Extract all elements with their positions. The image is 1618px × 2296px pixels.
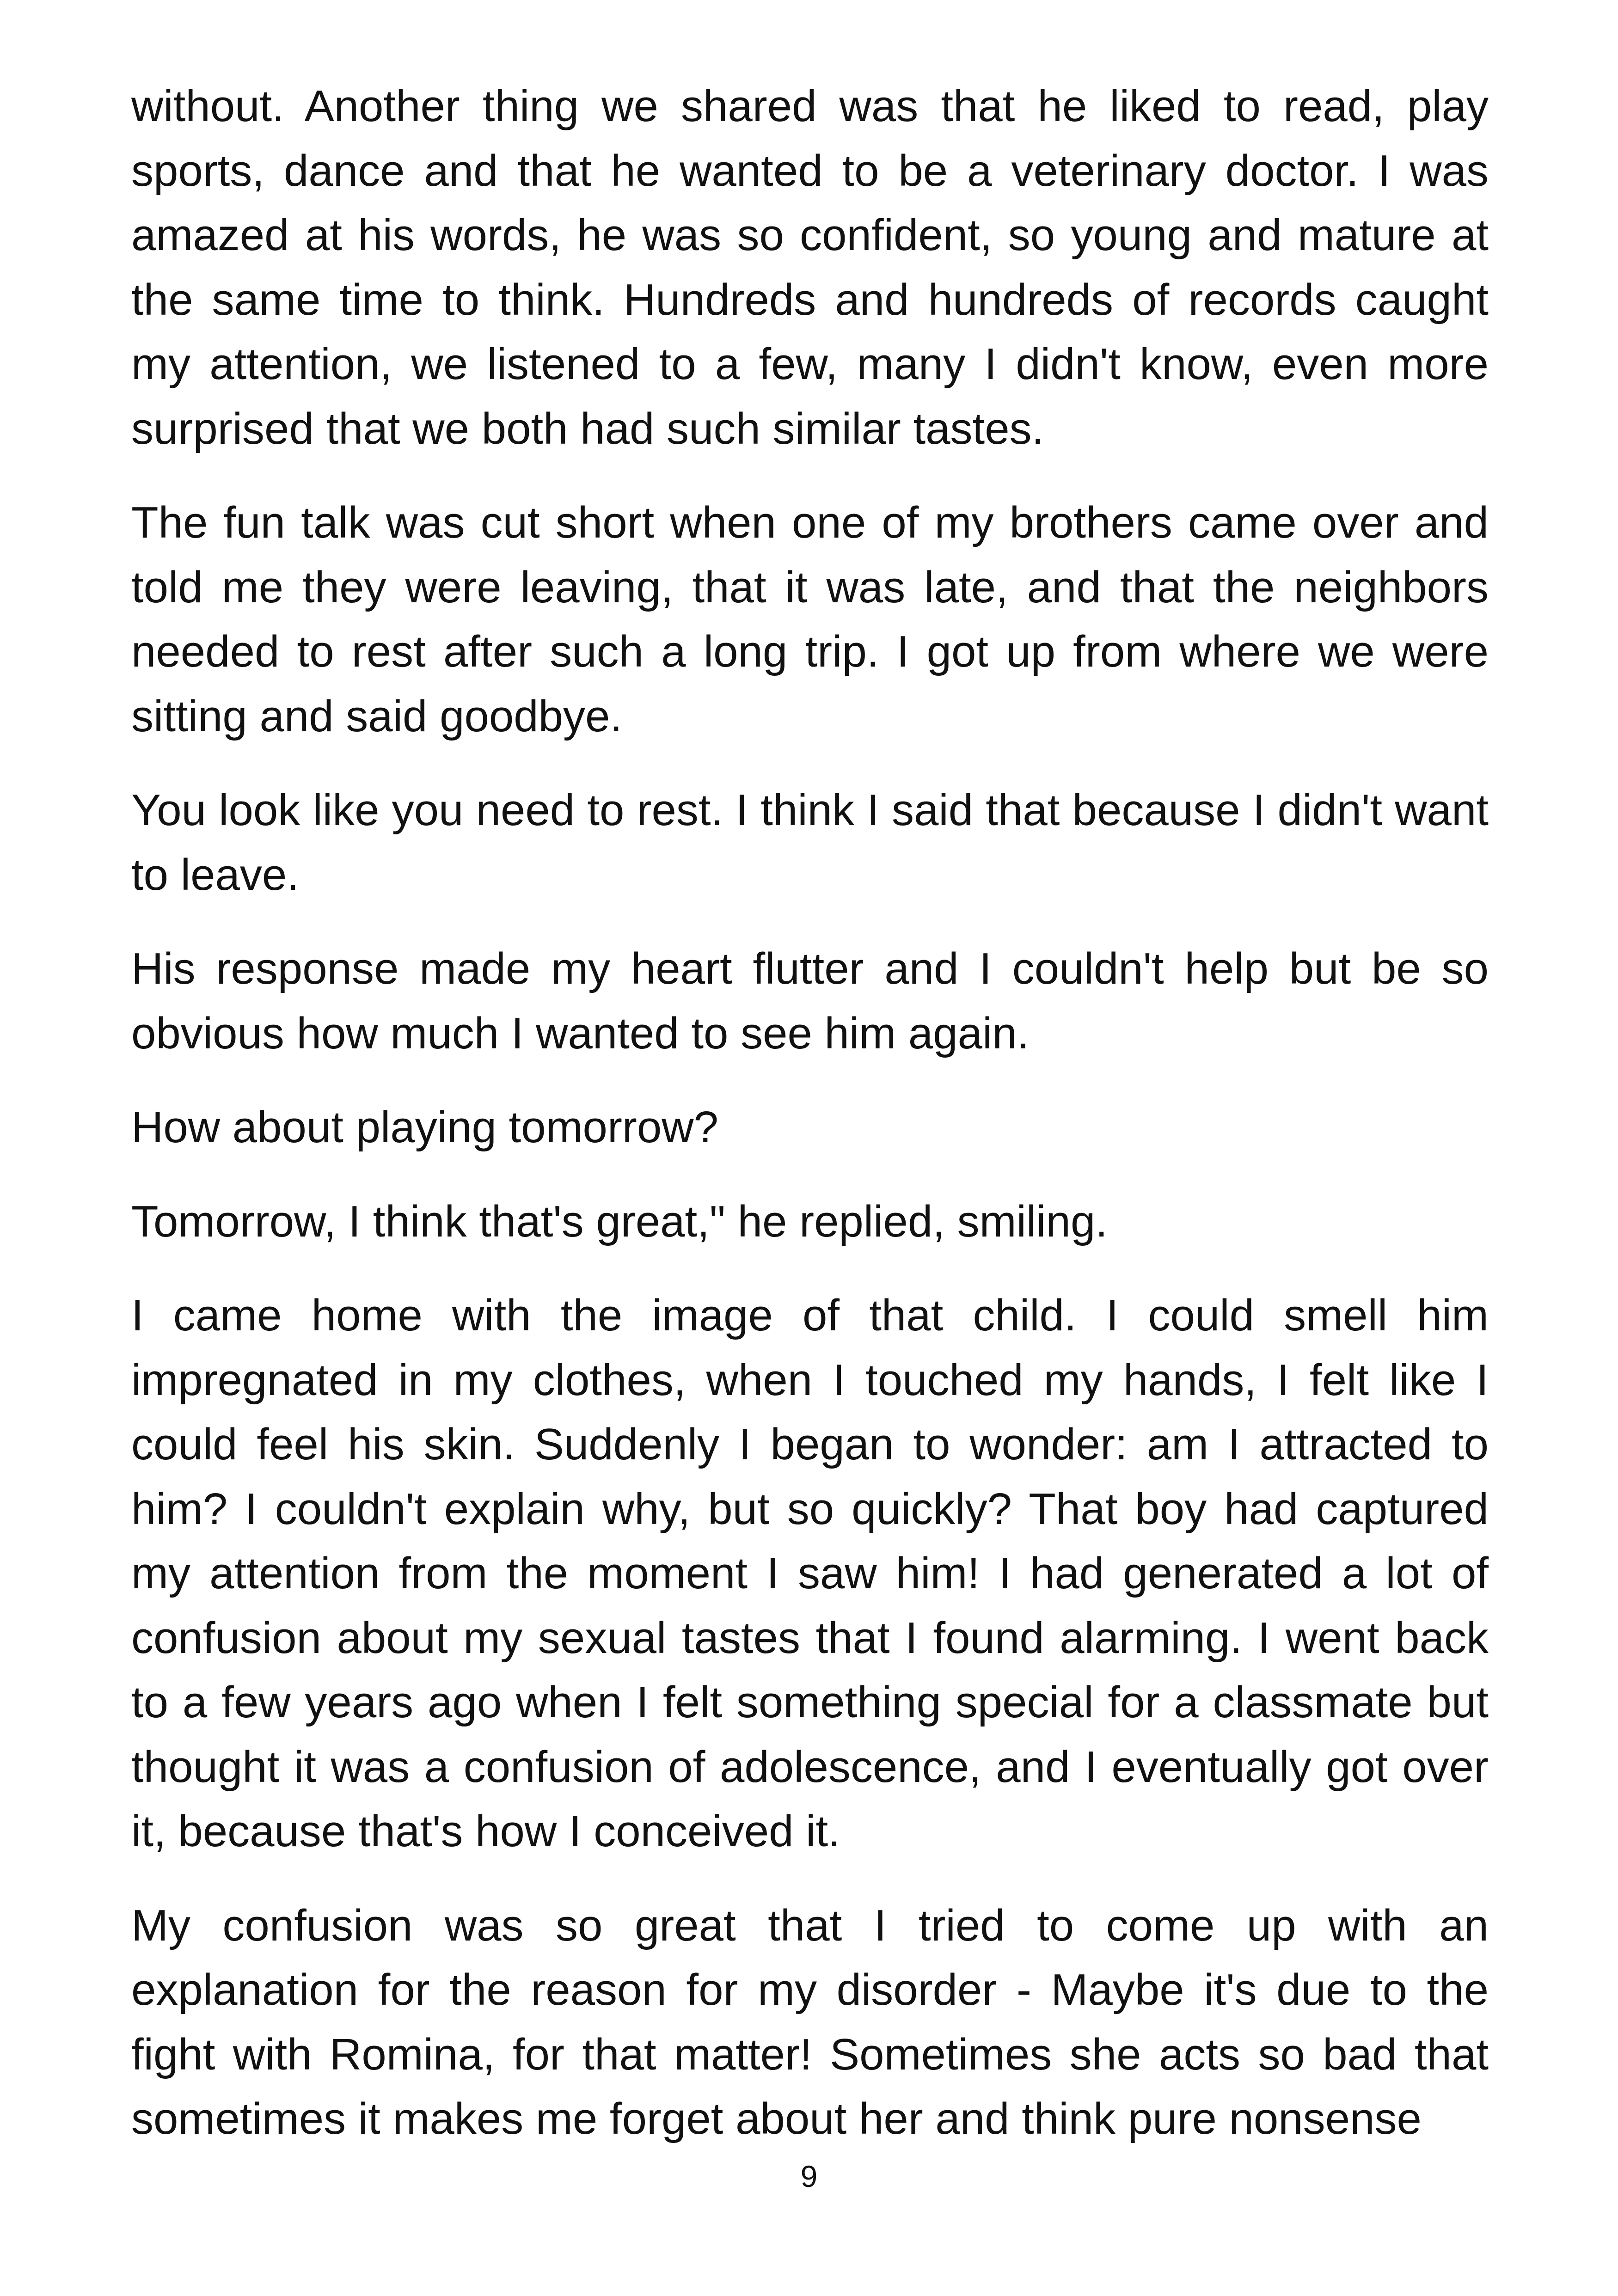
paragraph-2: The fun talk was cut short when one of my brothers came over and told me they were leaving, that it was late, and that the neighbors needed to rest after such a long trip. I got up from where we were sitting and said goodbye. <box>131 498 1489 741</box>
paragraph-5: How about playing tomorrow? <box>131 1102 718 1152</box>
paragraph-6: Tomorrow, I think that's great," he replied, smiling. <box>131 1196 1108 1246</box>
page-number: 9 <box>800 2159 818 2193</box>
paragraph-4: His response made my heart flutter and I couldn't help but be so obvious how much I wanted to see him again. <box>131 944 1489 1058</box>
paragraph-3: You look like you need to rest. I think I said that because I didn't want to leave. <box>131 785 1489 900</box>
paragraph-1: without. Another thing we shared was that he liked to read, play sports, dance and that he wanted to be a veterinary doctor. I was amazed at his words, he was so confident, so young and mature at the same time to think. Hundreds and hundreds of records caught my attention, we listened to a few, many I didn't know, even more surprised that we both had such similar tastes. <box>131 81 1489 453</box>
paragraph-8: My confusion was so great that I tried to come up with an explanation for the reason for my disorder - Maybe it's due to the fight with Romina, for that matter! Sometimes she acts so bad that sometimes it makes me forget about her and think pure nonsense <box>131 1900 1489 2143</box>
body-text <box>131 74 1489 2181</box>
paragraph-7: I came home with the image of that child. I could smell him impregnated in my clothes, when I touched my hands, I felt like I could feel his skin. Suddenly I began to wonder: am I attracted to him? I couldn't explain why, but so quickly? That boy had captured my attention from the moment I saw him! I had generated a lot of confusion about my sexual tastes that I found alarming. I went back to a few years ago when I felt something special for a classmate but thought it was a confusion of adolescence, and I eventually got over it, because that's how I conceived it. <box>131 1291 1489 1856</box>
